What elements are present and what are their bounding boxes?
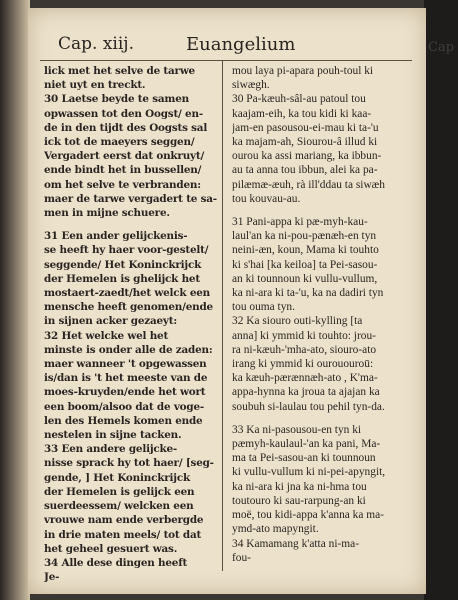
text-line: tou kouvau-au. bbox=[232, 192, 301, 205]
column-divider bbox=[222, 61, 223, 571]
text-line: laul'an ka ni-pou-pænæh-en tyn bbox=[232, 230, 377, 243]
text-line: nisse sprack hy tot haer/ [seg- bbox=[44, 457, 214, 470]
text-line: 33 Ka ni-pasousou-en tyn ki bbox=[232, 423, 362, 436]
text-line: len des Hemels komen ende bbox=[44, 414, 203, 427]
text-line: soubuh si-laulau tou pehil tyn-da. bbox=[232, 400, 385, 413]
text-line: ymd-ato mapyngit. bbox=[232, 523, 319, 536]
text-line: het geheel gesuert was. bbox=[44, 542, 178, 555]
text-line: fou- bbox=[232, 551, 251, 564]
text-line: 34 Alle dese dingen heeft bbox=[44, 556, 188, 569]
text-line: neini-æn, koun, Mama ki touhto bbox=[232, 244, 379, 257]
text-line: opwassen tot den Oogst/ en- bbox=[44, 107, 203, 120]
text-line: niet uyt en treckt. bbox=[44, 79, 146, 92]
text-line: maer de tarwe vergadert te sa- bbox=[44, 192, 217, 205]
text-line: suerdeessem/ welcken een bbox=[44, 500, 194, 513]
text-line: ka ni-ara ki ta-'u, ka na dadiri tyn bbox=[232, 287, 384, 300]
text-line: moes-kruyden/ende het wort bbox=[44, 386, 206, 399]
text-line: seggende/ Het Koninckrijck bbox=[44, 258, 202, 271]
text-line: kaajam-eih, ka tou kidi ki kaa- bbox=[232, 107, 372, 120]
text-line: 30 Laetse beyde te samen bbox=[44, 93, 189, 106]
text-line: pæmyh-kaulaul-'an ka pani, Ma- bbox=[232, 438, 381, 451]
text-line: mensche heeft genomen/ende bbox=[44, 301, 213, 314]
text-line: maer wanneer 't opgewassen bbox=[44, 358, 207, 371]
text-line: an ki tounnoun ki vullu-vullum, bbox=[232, 272, 378, 285]
facing-page-bleed-text: Cap bbox=[428, 40, 455, 55]
text-line: 31 Pani-appa ki pæ-myh-kau- bbox=[232, 216, 368, 229]
text-line: Je- bbox=[44, 571, 60, 584]
text-line: nestelen in sijne tacken. bbox=[44, 429, 182, 442]
text-line: ick tot de maeyers seggen/ bbox=[44, 136, 195, 149]
text-line: 31 Een ander gelijckenis- bbox=[44, 230, 188, 243]
text-line: irang ki ymmid ki ourououroū: bbox=[232, 358, 374, 371]
text-line: au ta anna tou ibbun, alei ka pa- bbox=[232, 164, 378, 177]
text-line: vrouwe nam ende verbergde bbox=[44, 514, 204, 527]
text-line: se heeft hy haer voor-gestelt/ bbox=[44, 244, 209, 257]
text-line: moë, tou kidi-appa k'anna ka ma- bbox=[232, 509, 384, 522]
header-rule bbox=[40, 60, 412, 61]
text-line: toutouro ki sau-rarpung-an ki bbox=[232, 494, 366, 507]
text-line: Vergadert eerst dat onkruyt/ bbox=[44, 150, 205, 163]
text-line: om het selve te verbranden: bbox=[44, 178, 201, 191]
text-line: men in mijne schuere. bbox=[44, 207, 170, 220]
text-line: 30 Pa-kæuh-sâl-au patoul tou bbox=[232, 93, 366, 106]
text-line: ende bindt het in bussellen/ bbox=[44, 164, 202, 177]
dutch-text-column bbox=[44, 64, 220, 584]
text-line: 33 Een andere gelijcke- bbox=[44, 443, 178, 456]
text-line: minste is onder alle de zaden: bbox=[44, 343, 213, 356]
paragraph-gap bbox=[232, 414, 410, 423]
text-line: ourou ka assi mariang, ka ibbun- bbox=[232, 150, 382, 163]
facing-page-edge bbox=[424, 0, 458, 600]
book-title: Euangelium bbox=[186, 34, 296, 55]
text-line: siwægh. bbox=[232, 79, 270, 92]
text-line: ra ni-kæuh-'mha-ato, siouro-ato bbox=[232, 343, 377, 356]
text-line: ma ta Pei-sasou-an ki tounnoun bbox=[232, 452, 376, 465]
text-line: in drie maten meels/ tot dat bbox=[44, 528, 202, 541]
paragraph-gap bbox=[44, 220, 220, 229]
text-line: 34 Kamamang k'atta ni-ma- bbox=[232, 537, 359, 550]
text-line: lick met het selve de tarwe bbox=[44, 65, 195, 77]
text-line: de in den tijdt des Oogsts sal bbox=[44, 121, 208, 134]
text-line: in sijnen acker gezaeyt: bbox=[44, 315, 177, 328]
text-line: jam-en pasousou-ei-mau ki ta-'u bbox=[232, 121, 379, 134]
chapter-heading: Cap. xiij. bbox=[58, 34, 134, 54]
text-line: een boom/alsoo dat de voge- bbox=[44, 400, 204, 413]
text-line: is/dan is 't het meeste van de bbox=[44, 372, 208, 385]
text-line: ki vullu-vullum ki ni-pei-apyngit, bbox=[232, 466, 386, 479]
text-line: appa-hynna ka jroua ta ajajan ka bbox=[232, 386, 380, 399]
text-line: mou laya pi-apara pouh-toul ki bbox=[232, 65, 374, 77]
text-line: der Hemelen is gelijck een bbox=[44, 485, 195, 498]
formosan-text-column bbox=[232, 64, 410, 565]
text-line: 32 Ka siouro outi-kylling [ta bbox=[232, 315, 363, 328]
text-line: pilæmæ-æuh, rà ill'ddau ta siwæh bbox=[232, 178, 385, 191]
book-gutter bbox=[0, 0, 30, 600]
text-line: ka ni-ara ki jna ka ni-hma tou bbox=[232, 480, 367, 493]
page-header bbox=[36, 34, 411, 60]
text-line: tou ouma tyn. bbox=[232, 301, 295, 314]
text-line: der Hemelen is ghelijck het bbox=[44, 272, 200, 285]
text-line: gende, ] Het Koninckrijck bbox=[44, 471, 190, 484]
text-line: ka kæuh-pærænnæh-ato , K'ma- bbox=[232, 372, 378, 385]
text-line: anna] ki ymmid ki touhto: jrou- bbox=[232, 329, 376, 342]
text-line: mostaert-zaedt/het welck een bbox=[44, 287, 211, 300]
text-line: 32 Het welcke wel het bbox=[44, 329, 169, 342]
text-line: ki s'hai [ka keiloa] ta Pei-sasou- bbox=[232, 258, 378, 271]
paragraph-gap bbox=[232, 206, 410, 215]
text-line: ka majam-ah, Siourou-â illud ki bbox=[232, 136, 378, 149]
